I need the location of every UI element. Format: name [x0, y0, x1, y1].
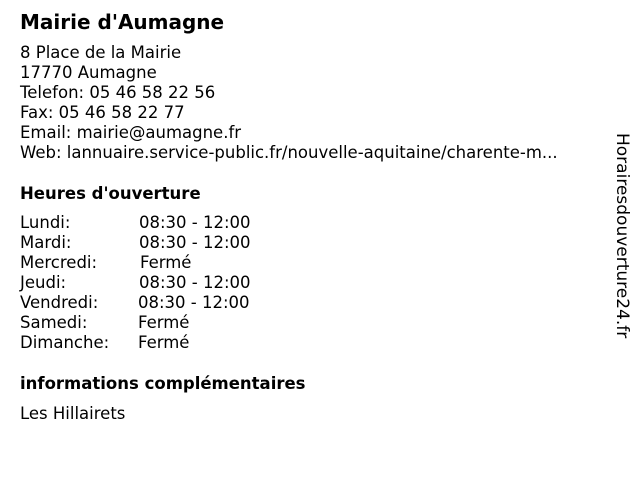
hours-row — [20, 333, 420, 353]
hours-row — [20, 213, 420, 233]
page-title: Mairie d'Aumagne — [20, 10, 225, 34]
hours-row — [20, 293, 420, 313]
hours-row — [20, 233, 420, 253]
hours-day: Samedi: — [20, 313, 88, 332]
email-line: Email: mairie@aumagne.fr — [20, 123, 242, 142]
hours-row — [20, 273, 420, 293]
hours-time: 08:30 - 12:00 — [138, 293, 250, 312]
brand-watermark: Horairesdouverture24.fr — [612, 133, 632, 339]
hours-row — [20, 313, 420, 333]
hours-time: 08:30 - 12:00 — [139, 233, 251, 252]
hours-day: Vendredi: — [20, 293, 99, 312]
hours-day: Dimanche: — [20, 333, 110, 352]
info-heading: informations complémentaires — [20, 374, 306, 393]
hours-row — [20, 253, 420, 273]
hours-time: Fermé — [138, 333, 190, 352]
hours-day: Mercredi: — [20, 253, 98, 272]
hours-time: 08:30 - 12:00 — [139, 213, 251, 232]
hours-table — [20, 213, 420, 353]
hours-time: Fermé — [138, 313, 190, 332]
contact-block — [20, 43, 558, 163]
hours-time: 08:30 - 12:00 — [139, 273, 251, 292]
hours-day: Lundi: — [20, 213, 71, 232]
hours-day: Jeudi: — [20, 273, 67, 292]
hours-heading: Heures d'ouverture — [20, 184, 201, 203]
phone-line: Telefon: 05 46 58 22 56 — [20, 83, 216, 102]
fax-line: Fax: 05 46 58 22 77 — [20, 103, 185, 122]
address-line-street: 8 Place de la Mairie — [20, 43, 182, 62]
hours-day: Mardi: — [20, 233, 72, 252]
web-line: Web: lannuaire.service-public.fr/nouvelle-aquitaine/charente-m... — [20, 143, 558, 162]
address-line-city: 17770 Aumagne — [20, 63, 157, 82]
hours-time: Fermé — [140, 253, 192, 272]
info-text: Les Hillairets — [20, 404, 126, 423]
